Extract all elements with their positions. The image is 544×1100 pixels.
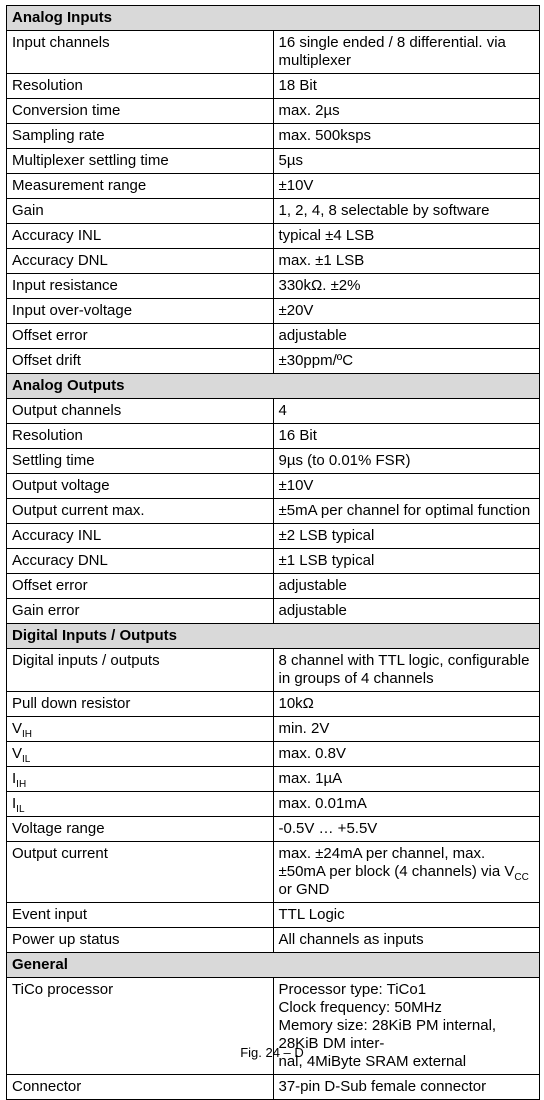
table-row <box>7 928 540 953</box>
label-symbol: I <box>12 770 17 787</box>
table-row <box>7 124 540 149</box>
row-value: 18 Bit <box>273 74 540 99</box>
table-row <box>7 842 540 903</box>
table-row <box>7 449 540 474</box>
label-symbol: V <box>12 745 23 762</box>
row-label: Power up status <box>7 928 274 953</box>
table-row <box>7 1075 540 1100</box>
row-value: 4 <box>273 399 540 424</box>
label-subscript: IL <box>22 754 31 765</box>
row-label: Output channels <box>7 399 274 424</box>
row-label: Connector <box>7 1075 274 1100</box>
row-label: Output voltage <box>7 474 274 499</box>
section-header-analog-outputs: Analog Outputs <box>7 374 540 399</box>
table-row <box>7 99 540 124</box>
value-text: max. ±24mA per channel, max. ±50mA per block (4 channels) via V <box>278 845 515 880</box>
table-row <box>7 199 540 224</box>
value-line: Memory size: 28KiB PM internal, 28KiB DM inter- <box>278 1017 497 1052</box>
table-row <box>7 299 540 324</box>
row-value: max. 1µA <box>273 767 540 792</box>
table-row <box>7 792 540 817</box>
row-value: max. 0.01mA <box>273 792 540 817</box>
row-value: ±20V <box>273 299 540 324</box>
row-label: Accuracy DNL <box>7 249 274 274</box>
row-label: Accuracy INL <box>7 224 274 249</box>
row-label: Digital inputs / outputs <box>7 649 274 692</box>
table-row <box>7 399 540 424</box>
row-label <box>7 742 274 767</box>
row-value: -0.5V … +5.5V <box>273 817 540 842</box>
row-value: adjustable <box>273 574 540 599</box>
row-label: Gain <box>7 199 274 224</box>
table-row <box>7 742 540 767</box>
row-value: 9µs (to 0.01% FSR) <box>273 449 540 474</box>
row-value: ±10V <box>273 174 540 199</box>
row-value: adjustable <box>273 599 540 624</box>
row-value: ±30ppm/ºC <box>273 349 540 374</box>
spec-table <box>6 5 540 1100</box>
row-label: Pull down resistor <box>7 692 274 717</box>
row-label: Conversion time <box>7 99 274 124</box>
row-value: ±10V <box>273 474 540 499</box>
figure-caption: Fig. 24 – D <box>240 1045 304 1060</box>
row-value: max. 2µs <box>273 99 540 124</box>
row-label: Input resistance <box>7 274 274 299</box>
label-subscript: IH <box>22 729 33 740</box>
table-row <box>7 549 540 574</box>
row-value: 16 single ended / 8 differential. via multiplexer <box>273 31 540 74</box>
row-label <box>7 767 274 792</box>
label-subscript: IL <box>16 804 25 815</box>
row-label: Gain error <box>7 599 274 624</box>
row-value: min. 2V <box>273 717 540 742</box>
row-value: ±1 LSB typical <box>273 549 540 574</box>
row-value: typical ±4 LSB <box>273 224 540 249</box>
row-value: 1, 2, 4, 8 selectable by software <box>273 199 540 224</box>
section-header-analog-inputs: Analog Inputs <box>7 6 540 31</box>
row-value: 37-pin D-Sub female connector <box>273 1075 540 1100</box>
row-value: max. 0.8V <box>273 742 540 767</box>
table-row <box>7 817 540 842</box>
row-label <box>7 792 274 817</box>
table-row <box>7 424 540 449</box>
row-label: Input channels <box>7 31 274 74</box>
row-label: Event input <box>7 903 274 928</box>
row-label: Measurement range <box>7 174 274 199</box>
table-row <box>7 274 540 299</box>
row-label: Offset drift <box>7 349 274 374</box>
row-value: ±5mA per channel for optimal function <box>273 499 540 524</box>
row-value: All channels as inputs <box>273 928 540 953</box>
table-row <box>7 499 540 524</box>
row-value <box>273 842 540 903</box>
row-label: Resolution <box>7 74 274 99</box>
row-label: Input over-voltage <box>7 299 274 324</box>
value-line: Clock frequency: 50MHz <box>278 999 442 1016</box>
label-symbol: V <box>12 720 23 737</box>
table-row <box>7 31 540 74</box>
value-text-end: or GND <box>278 881 330 898</box>
table-row <box>7 903 540 928</box>
table-row <box>7 349 540 374</box>
table-row <box>7 717 540 742</box>
value-subscript: CC <box>514 872 529 883</box>
value-line: nal, 4MiByte SRAM external <box>278 1053 467 1070</box>
table-row <box>7 524 540 549</box>
row-value: 10kΩ <box>273 692 540 717</box>
table-row <box>7 767 540 792</box>
row-label: Sampling rate <box>7 124 274 149</box>
row-value: 5µs <box>273 149 540 174</box>
row-label: Resolution <box>7 424 274 449</box>
row-label: Voltage range <box>7 817 274 842</box>
row-label: TiCo processor <box>7 978 274 1075</box>
row-label: Multiplexer settling time <box>7 149 274 174</box>
row-value: 8 channel with TTL logic, configurable in groups of 4 channels <box>273 649 540 692</box>
row-value: 16 Bit <box>273 424 540 449</box>
row-label <box>7 717 274 742</box>
table-row <box>7 224 540 249</box>
label-subscript: IH <box>16 779 27 790</box>
row-value: 330kΩ. ±2% <box>273 274 540 299</box>
table-row <box>7 649 540 692</box>
table-row <box>7 692 540 717</box>
table-row <box>7 324 540 349</box>
row-value: max. ±1 LSB <box>273 249 540 274</box>
row-label: Accuracy DNL <box>7 549 274 574</box>
row-label: Accuracy INL <box>7 524 274 549</box>
label-symbol: I <box>12 795 17 812</box>
table-row <box>7 149 540 174</box>
row-value: max. 500ksps <box>273 124 540 149</box>
table-row <box>7 474 540 499</box>
row-label: Offset error <box>7 574 274 599</box>
section-header-general: General <box>7 953 540 978</box>
section-header-digital-io: Digital Inputs / Outputs <box>7 624 540 649</box>
row-label: Output current max. <box>7 499 274 524</box>
table-row <box>7 599 540 624</box>
row-label: Offset error <box>7 324 274 349</box>
table-row <box>7 574 540 599</box>
row-value: TTL Logic <box>273 903 540 928</box>
table-row <box>7 74 540 99</box>
table-row <box>7 174 540 199</box>
table-row <box>7 249 540 274</box>
value-line: Processor type: TiCo1 <box>278 981 427 998</box>
row-label: Settling time <box>7 449 274 474</box>
row-label: Output current <box>7 842 274 903</box>
row-value: ±2 LSB typical <box>273 524 540 549</box>
row-value: adjustable <box>273 324 540 349</box>
